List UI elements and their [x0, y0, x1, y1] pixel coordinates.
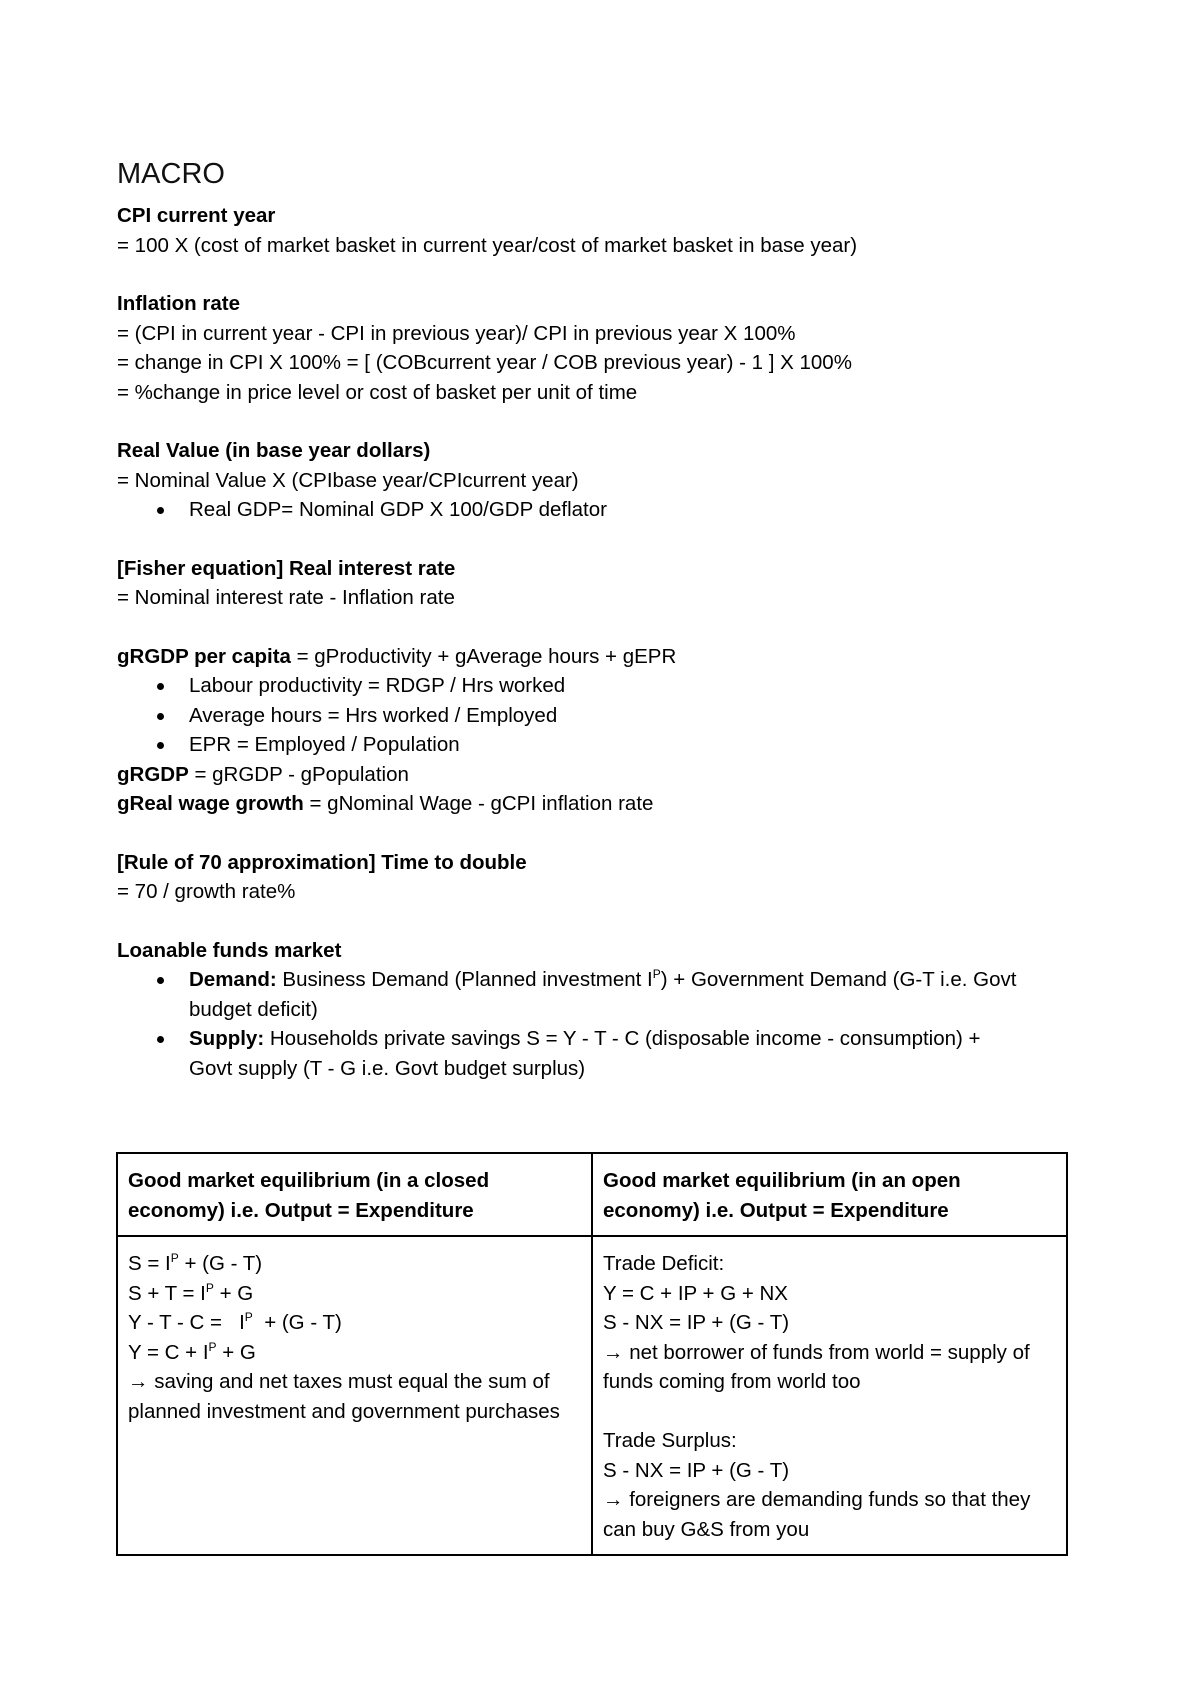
rgdp-label: gRGDP: [117, 762, 189, 786]
loanable-heading: Loanable funds market: [117, 938, 342, 962]
closed-eq-1: $S = I^P + (G - T)$: [128, 1251, 263, 1275]
supply-label: Supply:: [189, 1027, 265, 1050]
supply-text: Households private savings S = Y - T - C (disposable income - consumption) + Govt supply (T - G i.e. Govt budget surplus): [189, 1027, 981, 1080]
table-cell-closed: [117, 1236, 592, 1555]
demand-label: Demand:: [189, 968, 277, 991]
deficit-eq-2: S - NX = IP + (G - T): [603, 1311, 790, 1334]
real-value-list: [117, 495, 1097, 525]
rgdp-per-capita-formula: = gProductivity + gAverage hours + gEPR: [290, 644, 677, 668]
table-row: [117, 1236, 1067, 1555]
list-item: Labour productivity = RDGP / Hrs worked: [189, 671, 1097, 701]
closed-eq-2: $S + T = I^P + G$: [128, 1280, 254, 1305]
inflation-line: = change in CPI X 100% = [ (COBcurrent year / COB previous year) - 1 ] X 100%: [117, 351, 852, 374]
document-body: [117, 155, 1097, 1083]
list-item-demand: [189, 965, 1029, 1024]
fisher-heading: [Fisher equation] Real interest rate: [117, 556, 456, 580]
real-value-heading: Real Value (in base year dollars): [117, 439, 431, 462]
real-wage-label: gReal wage growth: [117, 792, 304, 815]
deficit-note: → net borrower of funds from world = supply of funds coming from world too: [603, 1340, 1030, 1393]
deficit-eq-1: Y = C + IP + G + NX: [603, 1281, 788, 1305]
table-cell-open: [592, 1236, 1067, 1555]
demand-text: Business Demand (Planned investment I: [276, 968, 653, 991]
rule70-formula: = 70 / growth rate%: [117, 880, 296, 903]
closed-eq-3: $Y - T - C = I^P + (G - T)$: [128, 1310, 342, 1334]
rgdp-line: [117, 760, 1097, 790]
growth-list: [117, 671, 1097, 760]
rgdp-formula: = gRGDP - gPopulation: [188, 762, 409, 786]
inflation-heading: Inflation rate: [117, 292, 241, 315]
cpi-heading: CPI current year: [117, 204, 276, 227]
fisher-formula: = Nominal interest rate - Inflation rate: [117, 586, 455, 609]
real-wage-line: [117, 789, 1097, 819]
list-item: Real GDP= Nominal GDP X 100/GDP deflator: [189, 495, 1097, 525]
table-header-row: [117, 1153, 1067, 1236]
superscript: P: [652, 967, 661, 981]
real-value-formula: = Nominal Value X (CPIbase year/CPIcurrent year): [117, 468, 579, 492]
inflation-line: = (CPI in current year - CPI in previous year)/ CPI in previous year X 100%: [117, 321, 796, 345]
rgdp-per-capita-label: gRGDP per capita: [117, 644, 291, 668]
surplus-note: → foreigners are demanding funds so that they can buy G&S from you: [603, 1488, 1031, 1541]
cpi-formula: = 100 X (cost of market basket in current year/cost of market basket in base year): [117, 233, 858, 257]
table-header-open: Good market equilibrium (in an open economy) i.e. Output = Expenditure: [592, 1153, 1067, 1236]
page-title: MACRO: [117, 158, 225, 190]
surplus-title: Trade Surplus:: [603, 1429, 737, 1452]
rgdp-per-capita-line: [117, 642, 1097, 672]
surplus-eq-1: S - NX = IP + (G - T): [603, 1458, 790, 1482]
list-item: Average hours = Hrs worked / Employed: [189, 701, 1097, 731]
list-item: EPR = Employed / Population: [189, 730, 1097, 760]
table-header-closed: Good market equilibrium (in a closed economy) i.e. Output = Expenditure: [117, 1153, 592, 1236]
deficit-title: Trade Deficit:: [603, 1252, 725, 1275]
closed-eq-4: $Y = C + I^P + G$: [128, 1339, 256, 1364]
rule70-heading: [Rule of 70 approximation] Time to double: [117, 850, 527, 874]
closed-note: → saving and net taxes must equal the sum of planned investment and government purchases: [128, 1370, 560, 1423]
loanable-list: [117, 965, 1097, 1083]
inflation-line: = %change in price level or cost of basket per unit of time: [117, 380, 638, 404]
real-wage-formula: = gNominal Wage - gCPI inflation rate: [303, 792, 654, 815]
list-item-supply: [189, 1024, 1029, 1083]
equilibrium-table: [116, 1152, 1068, 1556]
demand-text: ) + Government Demand (G-T i.e. Govt budget deficit): [189, 968, 1017, 1021]
